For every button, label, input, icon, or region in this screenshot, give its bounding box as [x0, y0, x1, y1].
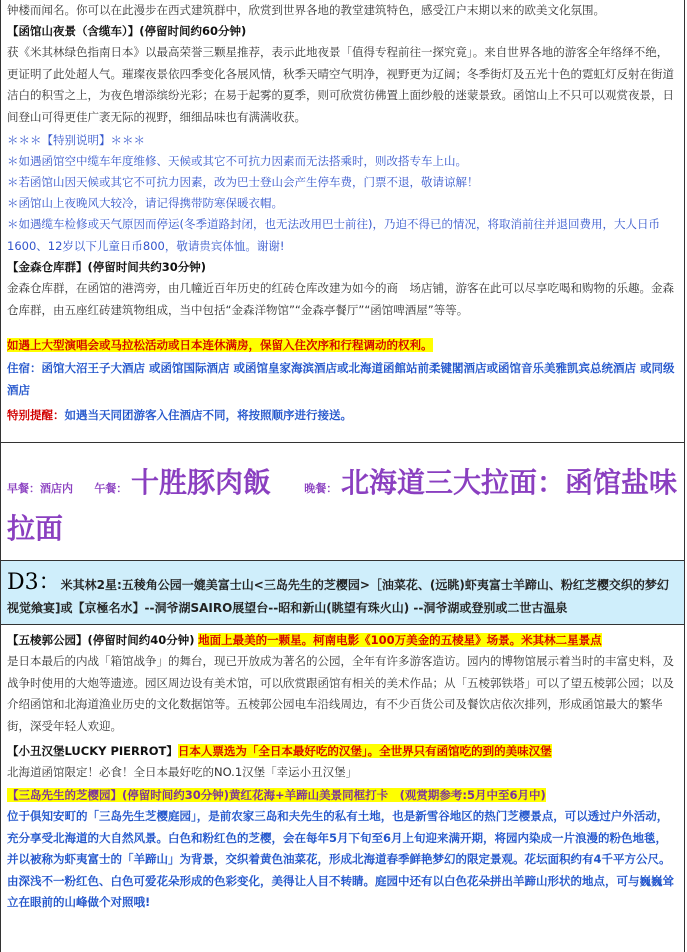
- special-note-item: ＊若函馆山因天候或其它不可抗力因素，改为巴士登山会产生停车费，门票不退，敬请谅解！: [7, 175, 479, 189]
- special-note-item: ＊如遇缆车检修或天气原因而停运(冬季道路封闭，也无法改用巴士前往)，乃迫不得已的情况，将取消前往并退回费用，大人日币1600、12岁以下儿童日币800，敬请贵宾体恤。谢谢!: [7, 217, 660, 253]
- pierrot-header: 【小丑汉堡LUCKY PIERROT】: [7, 744, 178, 758]
- night-view-section: [1, 21, 684, 128]
- pierrot-section: [1, 741, 684, 783]
- night-view-body: 获《米其林绿色指南日本》以最高荣誉三颗星推荐，表示此地夜景「值得专程前往一探究竟」。来自世界各地的游客全年络绎不绝，更证明了此处超人气。璀璨夜景依四季变化各展风情，秋季天晴空气明净，视野更为辽阔；冬季街灯及五光十色的霓虹灯反射在街道洁白的积雪之上，为夜色增添缤纷光彩；在易于起雾的夏季，则可欣赏彷佛置上面纱般的迷蒙景致。函馆山上不只可以观赏夜景，日间登山可得更佳广袤无际的视野，细细品味也有满满收获。: [7, 45, 674, 124]
- goryokaku-section: [1, 630, 684, 737]
- pierrot-header-line: [7, 741, 678, 762]
- special-note-item: ＊函馆山上夜晚风大较冷，请记得携带防寒保暖衣帽。: [7, 196, 283, 210]
- lunch-value: 十胜豚肉飯: [130, 466, 271, 499]
- mishima-header: 【三岛先生的芝樱园】(停留时间约30分钟)黄红花海+羊蹄山美景同框打卡 (观赏期参考:5月中至6月中): [7, 788, 546, 802]
- meals-section: [1, 443, 684, 560]
- warehouse-section: [1, 257, 684, 321]
- lodging-text: 函馆大沼王子大酒店 或函馆国际酒店 或函馆皇家海滨酒店或北海道函館站前柔键閣酒店或函馆音乐美雅凯宾总统酒店 或同级酒店: [7, 361, 675, 397]
- notice-red: [7, 335, 678, 356]
- notes-section: [1, 335, 684, 426]
- goryokaku-body: 是日本最后的内战「箱馆战争」的舞台，现已开放成为著名的公园，全年有许多游客造访。园内的博物馆展示着当时的丰富史料，及战争时使用的大炮等遗迹。园区周边设有美术馆，可以欣赏跟函馆有相关的美术作品；从「五棱郭铁塔」可以了望五棱郭公园；以及介绍函馆和北海道渔业历史的文化数据馆等。五棱郭公园电车沿线周边，有不少百货公司及餐饮店依次排列，形成函馆最大的繁华街，深受年轻人欢迎。: [7, 654, 674, 733]
- goryokaku-header: 【五棱郭公园】(停留时间约40分钟): [7, 633, 195, 647]
- day-label: D3：: [7, 570, 61, 595]
- lodging-line: [7, 358, 678, 401]
- reminder-line: [7, 405, 678, 426]
- intro-section: [1, 0, 684, 21]
- day3-header: [1, 560, 684, 625]
- goryokaku-header-line: [7, 630, 678, 651]
- pierrot-highlight: 日本人票选为「全日本最好吃的汉堡」。全世界只有函馆吃的到的美味汉堡: [177, 744, 552, 758]
- pierrot-body: 北海道函馆限定！必食！全日本最好吃的NO.1汉堡「幸运小丑汉堡」: [7, 765, 358, 779]
- mishima-body: 位于俱知安町的「三岛先生芝樱庭园」，是前农家三岛和夫先生的私有土地，也是新雪谷地区的热门芝樱景点，可以透过户外活动，充分享受北海道的大自然风景。白色和粉红色的芝樱，会在每年5月下旬至6月上旬迎来满开期，将园内染成一片浪漫的粉色地毯，并以被称为虾夷富士的「羊蹄山」为背景，交织着黄色油菜花，形成北海道春季鲜艳梦幻的限定景观。花坛面积约有4千平方公尺。由深浅不一粉红色、白色可爱花朵形成的色彩变化，美得让人目不转睛。庭园中还有以白色花朵拼出羊蹄山形状的地点，可与巍巍耸立在眼前的山峰做个对照哦!: [7, 809, 674, 909]
- dinner-label: 晚餐：: [304, 482, 338, 495]
- warehouse-body: 金森仓库群，在函馆的港湾旁，由几幢近百年历史的红砖仓库改建为如今的商 场店铺，游客在此可以尽享吃喝和购物的乐趣。金森仓库群，由五座红砖建筑物组成，当中包括“金森洋物馆”“金森亭餐厅”“函馆啤酒屋”等等。: [7, 281, 674, 317]
- reminder-text: 如遇当天同团游客入住酒店不同，将按照顺序进行接送。: [64, 408, 352, 422]
- special-note-item: ＊如遇函馆空中缆车年度维修、天候或其它不可抗力因素而无法搭乘时，则改搭专车上山。: [7, 154, 467, 168]
- reminder-label: 特别提醒：: [7, 408, 65, 422]
- warehouse-header: 【金森仓库群】(停留时间共约30分钟): [7, 260, 207, 274]
- intro-line: 钟楼而闻名。你可以在此漫步在西式建筑群中，欣赏到世界各地的教堂建筑特色，感受江户末期以来的欧美文化氛围。: [7, 3, 605, 17]
- notice-red-text: 如遇上大型演唱会或马拉松活动或日本连休满房，保留入住次序和行程调动的权利。: [7, 338, 433, 352]
- breakfast-label: 早餐：酒店内: [7, 482, 73, 495]
- special-notes-section: [1, 130, 684, 257]
- mishima-header-line: [7, 785, 678, 806]
- lodging-label: 住宿：: [7, 361, 42, 375]
- day-title: 米其林2星:五稜角公园一媲美富士山<三岛先生的芝樱园>［油菜花、(远眺)虾夷富士羊蹄山、粉红芝樱交织的梦幻视觉飨宴]或【京極名水】--洞爷湖SAIRO展望台--昭和新山(眺望有珠火山) --洞爷湖或登别或二世古温泉: [7, 578, 669, 615]
- mishima-section: [1, 785, 684, 914]
- special-notes-title: ＊＊＊【特别说明】＊＊＊: [7, 133, 145, 147]
- lunch-label: 午餐：: [94, 482, 128, 495]
- goryokaku-highlight: 地面上最美的一颗星。柯南电影《100万美金的五棱星》场景。米其林二星景点: [198, 633, 602, 647]
- dinner-value: 北海道三大拉面：函馆盐味拉面: [7, 466, 677, 545]
- night-view-header: 【函馆山夜景（含缆车）】(停留时间约60分钟): [7, 24, 247, 38]
